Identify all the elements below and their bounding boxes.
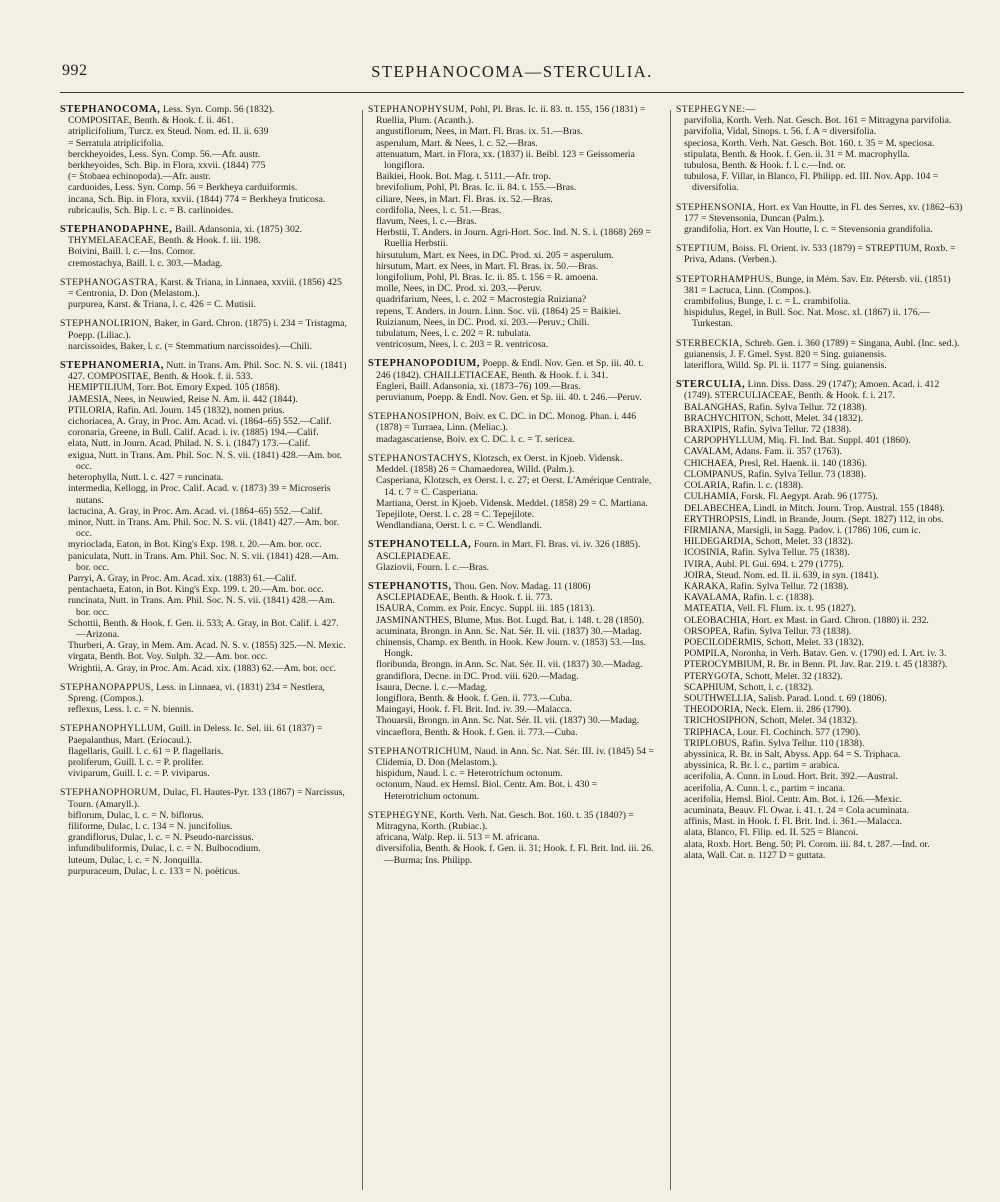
entry-headline — [368, 104, 656, 126]
entry-line: Parryi, A. Gray, in Proc. Am. Acad. xix. (1883) 61.—Calif. — [68, 572, 297, 584]
entry-line: hispidum, Naud. l. c. = Heterotrichum octonum. — [376, 768, 563, 780]
entry-line: ICOSINIA, Rafin. Sylva Tellur. 75 (1838). — [684, 547, 850, 559]
entry-line: affinis, Mast. in Hook. f. Fl. Brit. Ind. i. 361.—Malacca. — [684, 816, 903, 828]
entry-line: berkheyoides, Sch. Bip. in Flora, xxvii. (1844) 775 — [68, 160, 266, 172]
entry-line: lateriflora, Willd. Sp. Pl. ii. 1177 = Sing. guianensis. — [684, 360, 887, 372]
headword: STEPHANOPODIUM, — [368, 358, 481, 370]
dictionary-entry — [60, 787, 348, 877]
entry-line: Engleri, Baill. Adansonia, xi. (1873–76) 109.—Bras. — [376, 380, 581, 392]
entry-line: ORSOPEA, Rafin. Sylva Tellur. 73 (1838). — [684, 625, 852, 637]
entry-line: crambifolius, Bunge, l. c. = L. crambifolia. — [684, 296, 851, 308]
entry-line: lactucina, A. Gray, in Proc. Am. Acad. vi. (1864–65) 552.—Calif. — [68, 505, 323, 517]
headword: STEPHANOPHYLLUM, — [60, 723, 167, 735]
headword: STEPHANOTIS, — [368, 580, 452, 592]
entry-line: repens, T. Anders. in Journ. Linn. Soc. vii. (1864) 25 = Baikiei. — [376, 305, 621, 317]
headline-rest: Korth. Verh. Nat. Gesch. Bot. 160. t. 35 (1840?) = Mitragyna, Korth. (Rubiac.). — [376, 809, 634, 832]
entry-line: Baikiei, Hook. Bot. Mag. t. 5111.—Afr. trop. — [376, 171, 551, 183]
entry-headline — [676, 243, 964, 265]
entry-line: madagascariense, Boiv. ex C. DC. l. c. = T. sericea. — [376, 433, 575, 445]
entry-line: intermedia, Kellogg, in Proc. Calif. Acad. v. (1873) 39 = Microseris nutans. — [68, 483, 331, 506]
entry-line: atriplicifolium, Turcz. ex Steud. Nom. ed. II. ii. 639 — [68, 126, 269, 138]
entry-headline — [368, 358, 656, 380]
entry-line: Boivini, Baill. l. c.—Ins. Comor. — [68, 246, 196, 258]
running-head: STEPHANOCOMA—STERCULIA. — [371, 62, 653, 81]
entry-line: Glaziovii, Fourn. l. c.—Bras. — [376, 561, 490, 573]
entry-headline — [60, 318, 348, 340]
entry-line: tubulosa, Benth. & Hook. f. l. c.—Ind. or. — [684, 160, 846, 172]
page-number: 992 — [62, 62, 88, 79]
headword: STEPTORHAMPHUS, — [676, 273, 774, 285]
entry-line: CARPOPHYLLUM, Miq. Fl. Ind. Bat. Suppl. 401 (1860). — [684, 435, 911, 447]
dictionary-entry — [676, 104, 964, 194]
dictionary-entry — [60, 318, 348, 352]
entry-line: alata, Wall. Cat. n. 1127 D = guttata. — [684, 849, 826, 861]
entry-line: africana, Walp. Rep. ii. 513 = M. africana. — [376, 832, 540, 844]
headword: STEPHANOPHORUM, — [60, 787, 161, 799]
entry-line: PTEROCYMBIUM, R. Br. in Benn. Pl. Jav. Rar. 219. t. 45 (1838?). — [684, 659, 948, 671]
entry-headline — [60, 723, 348, 745]
entry-headline — [368, 581, 656, 603]
headword: STEPHANOGASTRA, — [60, 276, 158, 288]
entry-line: grandiflorus, Dulac, l. c. = N. Pseudo-narcissus. — [68, 832, 254, 844]
entry-line: Isaura, Decne. l. c.—Madag. — [376, 681, 488, 693]
entry-line: purpurea, Karst. & Triana, l. c. 426 = C. Mutisii. — [68, 299, 256, 311]
headword: STEPHEGYNE:— — [676, 104, 756, 115]
entry-line: acuminata, Beauv. Fl. Owar. i. 41. t. 24 = Cola acuminata. — [684, 804, 909, 816]
entry-line: Schottii, Benth. & Hook. f. Gen. ii. 533; A. Gray, in Bot. Calif. i. 427.—Arizona. — [68, 617, 339, 640]
headline-rest: Klotzsch, ex Oerst. in Kjoeb. Vidensk. Meddel. (1858) 26 = Chamaedorea, Willd. (Palm.). — [376, 452, 623, 476]
headline-rest: Karst. & Triana, in Linnaea, xxviii. (1856) 425 = Centronia, D. Don (Melastom.). — [68, 276, 342, 300]
entry-line: PTERYGOTA, Schott, Melet. 32 (1832). — [684, 670, 843, 682]
entry-line: BALANGHAS, Rafin. Sylva Tellur. 72 (1838). — [684, 401, 867, 413]
entry-line: COMPOSITAE, Benth. & Hook. f. ii. 461. — [68, 115, 234, 127]
entry-line: Martiana, Oerst. in Kjoeb. Vidensk. Meddel. (1858) 29 = C. Martiana. — [376, 497, 648, 509]
entry-line: vincaeflora, Benth. & Hook. f. Gen. ii. 773.—Cuba. — [376, 726, 578, 738]
entry-line: heterophylla, Nutt. l. c. 427 = runcinata. — [68, 472, 224, 484]
entry-line: hirsutulum, Mart. ex Nees, in DC. Prod. xi. 205 = asperulum. — [376, 249, 614, 261]
entry-line: longiflora, Benth. & Hook. f. Gen. ii. 773.—Cuba. — [376, 692, 573, 704]
entry-line: cordifolia, Nees, l. c. 51.—Bras. — [376, 204, 502, 216]
headline-rest: Less. in Linnaea, vi. (1831) 234 = Nestlera, Spreng. (Compos.). — [68, 681, 325, 704]
entry-line: guianensis, J. F. Gmel. Syst. 820 = Sing. guianensis. — [684, 348, 887, 360]
entry-line: quadrifarium, Nees, l. c. 202 = Macrostegia Ruiziana? — [376, 294, 587, 306]
entry-line: narcissoides, Baker, l. c. (= Stemmatium narcissoides).—Chili. — [68, 340, 312, 352]
headline-rest: Poepp. & Endl. Nov. Gen. et Sp. iii. 40. t. 246 (1842). CHAILLETIACEAE, Benth. & Hook. f. i. 341. — [376, 358, 644, 381]
column-2 — [368, 104, 656, 1192]
entry-headline — [60, 682, 348, 704]
entry-line: molle, Nees, in DC. Prod. xi. 203.—Peruv. — [376, 283, 542, 295]
headline-rest: Baill. Adansonia, xi. (1875) 302. THYMELAEACEAE, Benth. & Hook. f. iii. 198. — [68, 224, 303, 247]
headword: STERCULIA, — [676, 379, 746, 391]
headline-rest: Hort. ex Van Houtte, in Fl. des Serres, xv. (1862–63) 177 = Stevensonia, Duncan (Palm.). — [684, 201, 963, 224]
entry-line: Ruizianum, Nees, in DC. Prod. xi. 203.—Peruv.; Chili. — [376, 316, 590, 328]
entry-headline — [60, 787, 348, 809]
entry-headline — [368, 411, 656, 433]
entry-line: stipulata, Benth. & Hook. f. Gen. ii. 31 = M. macrophylla. — [684, 148, 910, 160]
entry-line: Maingayi, Hook. f. Fl. Brit. Ind. iv. 39.—Malacca. — [376, 704, 572, 716]
entry-line: brevifolium, Pohl, Pl. Bras. Ic. ii. 84. t. 155.—Bras. — [376, 182, 577, 194]
dictionary-entry — [368, 411, 656, 445]
headline-rest: Linn. Diss. Dass. 29 (1747); Amoen. Acad. i. 412 (1749). STERCULIACEAE, Benth. & Hook. f. i. 217. — [684, 379, 940, 402]
headline-rest: Boiss. Fl. Orient. iv. 533 (1879) = STREPTIUM, Roxb. = Priva, Adans. (Verben.). — [684, 243, 956, 266]
dictionary-entry — [60, 360, 348, 674]
dictionary-entry — [368, 581, 656, 738]
entry-line: OLEOBACHIA, Hort. ex Mast. in Gard. Chron. (1880) ii. 232. — [684, 614, 929, 626]
dictionary-entry — [60, 277, 348, 311]
entry-line: CULHAMIA, Forsk. Fl. Aegypt. Arab. 96 (1775). — [684, 491, 878, 503]
entry-line: DELABECHEA, Lindl. in Mitch. Journ. Trop. Austral. 155 (1848). — [684, 502, 945, 514]
headword: STEPHANOTRICHUM, — [368, 745, 473, 757]
headline-rest: Schreb. Gen. i. 360 (1789) = Singana, Aubl. (Inc. sed.). — [742, 337, 960, 349]
entry-line: biflorum, Dulac, l. c. = N. biflorus. — [68, 809, 204, 821]
headword: STERBECKIA, — [676, 337, 743, 349]
entry-line: ventricosum, Nees, l. c. 203 = R. ventricosa. — [376, 339, 548, 351]
entry-headline — [676, 202, 964, 224]
dictionary-entry — [676, 379, 964, 861]
entry-headline — [368, 539, 656, 561]
headline-rest: Guill. in Deless. Ic. Sel. iii. 61 (1837) = Paepalanthus, Mart. (Eriocaul.). — [68, 723, 323, 746]
entry-line: parvifolia, Vidal, Sinops. t. 56. f. A = diversifolia. — [684, 126, 877, 138]
entry-line: Herbstii, T. Anders. in Journ. Agri-Hort. Soc. Ind. N. S. i. (1868) 269 = Ruellia Herbstii. — [376, 227, 651, 250]
entry-line: proliferum, Guill. l. c. = P. prolifer. — [68, 756, 204, 768]
column-1 — [60, 104, 348, 1192]
entry-line: attenuatum, Mart. in Flora, xx. (1837) ii. Beibl. 123 = Geissomeria longiflora. — [376, 148, 635, 172]
entry-line: KAVALAMA, Rafin. l. c. (1838). — [684, 592, 815, 604]
entry-line: CHICHAEA, Presl, Rel. Haenk. ii. 140 (1836). — [684, 457, 867, 469]
entry-line: ISAURA, Comm. ex Poir. Encyc. Suppl. iii. 185 (1813). — [376, 603, 595, 615]
dictionary-entry — [368, 358, 656, 403]
entry-line: IVIRA, Aubl. Pl. Gui. 694. t. 279 (1775). — [684, 558, 844, 570]
column-3 — [676, 104, 964, 1192]
headline-rest: Less. Syn. Comp. 56 (1832). — [160, 104, 275, 115]
entry-line: incana, Sch. Bip. in Flora, xxvii. (1844) 774 = Berkheya fruticosa. — [68, 193, 326, 205]
entry-line: alata, Roxb. Hort. Beng. 50; Pl. Corom. iii. 84. t. 287.—Ind. or. — [684, 838, 930, 850]
headline-rest: Naud. in Ann. Sc. Nat. Sér. III. iv. (1845) 54 = Clidemia, D. Don (Melastom.). — [376, 745, 654, 768]
dictionary-entry — [368, 104, 656, 350]
entry-line: Wrightii, A. Gray, in Proc. Am. Acad. xix. (1883) 62.—Am. bor. occ. — [68, 662, 337, 674]
headline-rest: Baker, in Gard. Chron. (1875) i. 234 = Tristagma, Poepp. (Liliac.). — [68, 318, 347, 341]
headword: STEPHANOMERIA, — [60, 360, 164, 372]
headword: STEPTIUM, — [676, 243, 730, 255]
headline-rest: Nutt. in Trans. Am. Phil. Soc. N. S. vii. (1841) 427. COMPOSITAE, Benth. & Hook. f. ii. 533. — [68, 360, 347, 383]
dictionary-entry — [676, 338, 964, 372]
entry-line: THEODORIA, Neck. Elem. ii. 286 (1790). — [684, 704, 852, 716]
dictionary-entry — [676, 202, 964, 236]
entry-line: Wendlandiana, Oerst. l. c. = C. Wendlandi. — [376, 520, 542, 532]
entry-line: hirsutum, Mart. ex Nees, in Mart. Fl. Bras. ix. 50.—Bras. — [376, 260, 599, 272]
entry-headline — [60, 277, 348, 299]
entry-line: purpuraceum, Dulac, l. c. 133 = N. poëticus. — [68, 865, 240, 877]
dictionary-entry — [676, 243, 964, 265]
entry-line: TRIPLOBUS, Rafin. Sylva Tellur. 110 (1838). — [684, 737, 865, 749]
entry-headline — [60, 224, 348, 246]
entry-line: acerifolia, Hemsl. Biol. Centr. Am. Bot. i. 126.—Mexic. — [684, 793, 902, 805]
entry-line: paniculata, Nutt. in Trans. Am. Phil. Soc. N. S. vii. (1841) 428.—Am. bor. occ. — [68, 550, 339, 573]
entry-line: ERYTHROPSIS, Lindl. in Brande, Journ. (Sept. 1827) 112, in obs. — [684, 513, 944, 525]
headline-rest: Pohl, Pl. Bras. Ic. ii. 83. tt. 155, 156 (1831) = Ruellia, Plum. (Acanth.). — [376, 104, 646, 127]
headword: STEPHANOPAPPUS, — [60, 681, 154, 693]
entry-line: chinensis, Champ. ex Benth. in Hook. Kew Journ. v. (1853) 53.—Ins. Hongk. — [376, 636, 647, 660]
entry-headline — [60, 104, 348, 115]
entry-line: Thurberi, A. Gray, in Mem. Am. Acad. N. S. v. (1855) 325.—N. Mexic. — [68, 640, 346, 652]
entry-line: cichoriacea, A. Gray, in Proc. Am. Acad. vi. (1864–65) 552.—Calif. — [68, 416, 332, 428]
entry-line: Casperiana, Klotzsch, ex Oerst. l. c. 27; et Oerst. L'Amérique Centrale, 14. t. 7 = C. Casperiana. — [376, 475, 652, 498]
entry-line: abyssinica, R. Br. l. c., partim = arabica. — [684, 760, 840, 772]
headword: STEPHANOTELLA, — [368, 539, 472, 551]
entry-line: POECILODERMIS, Schott, Melet. 33 (1832). — [684, 636, 864, 648]
entry-line: berckheyoides, Less. Syn. Comp. 56.—Afr. austr. — [68, 148, 261, 160]
headline-rest: Fourn. in Mart. Fl. Bras. vi. iv. 326 (1885). ASCLEPIADEAE. — [376, 539, 641, 562]
column-divider — [362, 110, 363, 1190]
entry-line: grandifolia, Hort. ex Van Houtte, l. c. = Stevensonia grandifolia. — [684, 224, 933, 236]
dictionary-entry — [368, 539, 656, 573]
entry-line: tubulatum, Nees, l. c. 202 = R. tubulata. — [376, 328, 531, 340]
headline-rest: Dulac, Fl. Hautes-Pyr. 133 (1867) = Narcissus, Tourn. (Amaryll.). — [68, 787, 345, 810]
headword: STEPHEGYNE, — [368, 809, 438, 821]
entry-line: JOIRA, Steud. Nom. ed. II. ii. 639, in syn. (1841). — [684, 569, 879, 581]
entry-line: coronaria, Greene, in Bull. Calif. Acad. i. iv. (1885) 194.—Calif. — [68, 427, 319, 439]
headword: STEPHANOSTACHYS, — [368, 452, 471, 464]
dictionary-entry — [368, 453, 656, 531]
entry-line: JAMESIA, Nees, in Neuwied, Reise N. Am. ii. 442 (1844). — [68, 393, 298, 405]
entry-line: angustiflorum, Nees, in Mart. Fl. Bras. ix. 51.—Bras. — [376, 126, 583, 138]
entry-line: TRICHOSIPHON, Schott, Melet. 34 (1832). — [684, 715, 858, 727]
entry-line: FIRMIANA, Marsigli, in Sagg. Padov. i. (1786) 106, cum ic. — [684, 524, 921, 536]
dictionary-entry — [368, 810, 656, 866]
entry-line: hispidulus, Regel, in Bull. Soc. Nat. Mosc. xl. (1867) ii. 176.—Turkestan. — [684, 307, 930, 330]
entry-headline — [368, 746, 656, 768]
headword: STEPHANOPHYSUM, — [368, 104, 468, 115]
entry-headline — [368, 453, 656, 475]
dictionary-entry — [368, 746, 656, 802]
dictionary-entry — [60, 723, 348, 779]
entry-line: BRAXIPIS, Rafin. Sylva Tellur. 72 (1838). — [684, 424, 852, 436]
entry-line: MATEATIA, Vell. Fl. Flum. ix. t. 95 (1827). — [684, 603, 857, 615]
entry-headline — [368, 810, 656, 832]
entry-headline — [676, 274, 964, 296]
entry-line: parvifolia, Korth. Verh. Nat. Gesch. Bot. 161 = Mitragyna parvifolia. — [684, 115, 952, 127]
entry-line: tubulosa, F. Villar, in Blanco, Fl. Philipp. ed. III. Nov. App. 104 = diversifolia. — [684, 171, 939, 194]
entry-line: TRIPHACA, Lour. Fl. Cochinch. 577 (1790). — [684, 726, 861, 738]
entry-line: pentachaeta, Eaton, in Bot. King's Exp. 199. t. 20.—Am. bor. occ. — [68, 584, 324, 596]
entry-line: CLOMPANUS, Rafin. Sylva Tellur. 73 (1838). — [684, 468, 867, 480]
entry-line: peruvianum, Poepp. & Endl. Nov. Gen. et Sp. iii. 40. t. 246.—Peruv. — [376, 392, 642, 404]
entry-line: HILDEGARDIA, Schott, Melet. 33 (1832). — [684, 536, 853, 548]
column-divider — [670, 110, 671, 1190]
entry-line: (= Stobaea echinopoda).—Afr. austr. — [68, 171, 211, 183]
headword: STEPHANODAPHNE, — [60, 224, 173, 236]
entry-line: flavum, Nees, l. c.—Bras. — [376, 216, 477, 228]
entry-line: = Serratula atriplicifolia. — [68, 137, 164, 149]
entry-line: longifolium, Pohl, Pl. Bras. Ic. ii. 85. t. 156 = R. amoena. — [376, 272, 599, 284]
dictionary-entry — [60, 682, 348, 716]
headline-rest: Thou. Gen. Nov. Madag. 11 (1806) ASCLEPIADEAE, Benth. & Hook. f. ii. 773. — [376, 580, 591, 604]
entry-line: filiforme, Dulac, l. c. 134 = N. juncifolius. — [68, 820, 233, 832]
entry-line: acuminata, Brongn. in Ann. Sc. Nat. Sér. II. vii. (1837) 30.—Madag. — [376, 625, 642, 637]
headline-rest: Boiv. ex C. DC. in DC. Monog. Phan. i. 446 (1878) = Turraea, Linn. (Meliac.). — [376, 411, 637, 434]
headword: STEPHANOSIPHON, — [368, 411, 463, 423]
entry-line: KARAKA, Rafin. Sylva Tellur. 72 (1838). — [684, 580, 849, 592]
dictionary-entry — [676, 274, 964, 330]
entry-line: CAVALAM, Adans. Fam. ii. 357 (1763). — [684, 446, 842, 458]
entry-line: carduoides, Less. Syn. Comp. 56 = Berkheya carduiformis. — [68, 182, 298, 194]
page-header — [60, 62, 964, 88]
dictionary-entry — [60, 104, 348, 216]
entry-line: diversifolia, Benth. & Hook. f. Gen. ii. 31; Hook. f. Fl. Brit. Ind. iii. 26.—Burma; Ins. Philipp. — [376, 843, 654, 866]
entry-line: acerifolia, A. Cunn. in Loud. Hort. Brit. 392.—Austral. — [684, 771, 898, 783]
headline-rest: Bunge, in Mém. Sav. Etr. Pétersb. vii. (1851) 381 = Lactuca, Linn. (Compos.). — [684, 273, 951, 296]
entry-line: infundibuliformis, Dulac, l. c. = N. Bulbocodium. — [68, 843, 261, 855]
entry-line: octonum, Naud. ex Hemsl. Biol. Centr. Am. Bot. i. 430 = Heterotrichum octonum. — [376, 779, 598, 802]
headword: STEPHENSONIA, — [676, 201, 756, 213]
entry-line: elata, Nutt. in Journ. Acad. Philad. N. S. i. (1847) 173.—Calif. — [68, 438, 311, 450]
entry-line: speciosa, Korth. Verh. Nat. Gesch. Bot. 160. t. 35 = M. speciosa. — [684, 137, 935, 149]
entry-line: floribunda, Brongn. in Ann. Sc. Nat. Sér. II. vii. (1837) 30.—Madag. — [376, 659, 643, 671]
entry-line: rubricaulis, Sch. Bip. l. c. = B. carlinoides. — [68, 204, 234, 216]
entry-line: asperulum, Mart. & Nees, l. c. 52.—Bras. — [376, 137, 538, 149]
entry-line: myrioclada, Eaton, in Bot. King's Exp. 198. t. 20.—Am. bor. occ. — [68, 539, 322, 551]
entry-line: reflexus, Less. l. c. = N. biennis. — [68, 704, 194, 716]
entry-headline — [60, 360, 348, 382]
entry-line: alata, Blanco, Fl. Filip. ed. II. 525 = Blancoi. — [684, 827, 859, 839]
entry-line: COLARIA, Rafin. l. c. (1838). — [684, 480, 804, 492]
entry-line: PTILORIA, Rafin. Atl. Journ. 145 (1832), nomen prius. — [68, 404, 285, 416]
header-rule — [60, 92, 964, 93]
entry-line: SOUTHWELLIA, Salisb. Parad. Lond. t. 69 (1806). — [684, 692, 887, 704]
entry-line: BRACHYCHITON, Schott, Melet. 34 (1832). — [684, 412, 864, 424]
entry-line: virgata, Benth. Bot. Voy. Sulph. 32.—Am. bor. occ. — [68, 651, 268, 663]
headword: STEPHANOCOMA, — [60, 104, 161, 115]
dictionary-entry — [60, 224, 348, 269]
entry-line: Tepejilote, Oerst. l. c. 28 = C. Tepejilote. — [376, 508, 535, 520]
entry-headline — [676, 104, 964, 115]
headword: STEPHANOLIRION, — [60, 318, 152, 330]
entry-line: cremostachya, Baill. l. c. 303.—Madag. — [68, 257, 223, 269]
entry-line: POMPILA, Noronha, in Verh. Batav. Gen. v. (1790) ed. I. Art. iv. 3. — [684, 648, 947, 660]
columns — [60, 104, 965, 1194]
entry-line: abyssinica, R. Br. in Salt, Abyss. App. 64 = S. Triphaca. — [684, 748, 901, 760]
entry-line: SCAPHIUM, Schott, l. c. (1832). — [684, 681, 814, 693]
entry-line: JASMINANTHES, Blume, Mus. Bot. Lugd. Bat. i. 148. t. 28 (1850). — [376, 614, 645, 626]
entry-line: exigua, Nutt. in Trans. Am. Phil. Soc. N. S. vii. (1841) 428.—Am. bor. occ. — [68, 449, 342, 472]
entry-line: HEMIPTILIUM, Torr. Bot. Emory Exped. 105 (1858). — [68, 382, 280, 394]
entry-line: viviparum, Guill. l. c. = P. viviparus. — [68, 768, 210, 780]
entry-headline — [676, 338, 964, 349]
entry-line: acerifolia, A. Cunn. l. c., partim = incana. — [684, 782, 845, 794]
entry-line: runcinata, Nutt. in Trans. Am. Phil. Soc. N. S. vii. (1841) 428.—Am. bor. occ. — [68, 595, 335, 618]
entry-line: minor, Nutt. in Trans. Am. Phil. Soc. N. S. vii. (1841) 427.—Am. bor. occ. — [68, 516, 339, 540]
entry-line: flagellaris, Guill. l. c. 61 = P. flagellaris. — [68, 745, 224, 757]
entry-line: grandiflora, Decne. in DC. Prod. viii. 620.—Madag. — [376, 670, 579, 682]
entry-line: ciliare, Nees, in Mart. Fl. Bras. ix. 52.—Bras. — [376, 193, 553, 205]
entry-headline — [676, 379, 964, 401]
entry-line: luteum, Dulac, l. c. = N. Jonquilla. — [68, 854, 203, 866]
entry-line: Thouarsii, Brongn. in Ann. Sc. Nat. Sér. II. vii. (1837) 30.—Madag. — [376, 715, 640, 727]
